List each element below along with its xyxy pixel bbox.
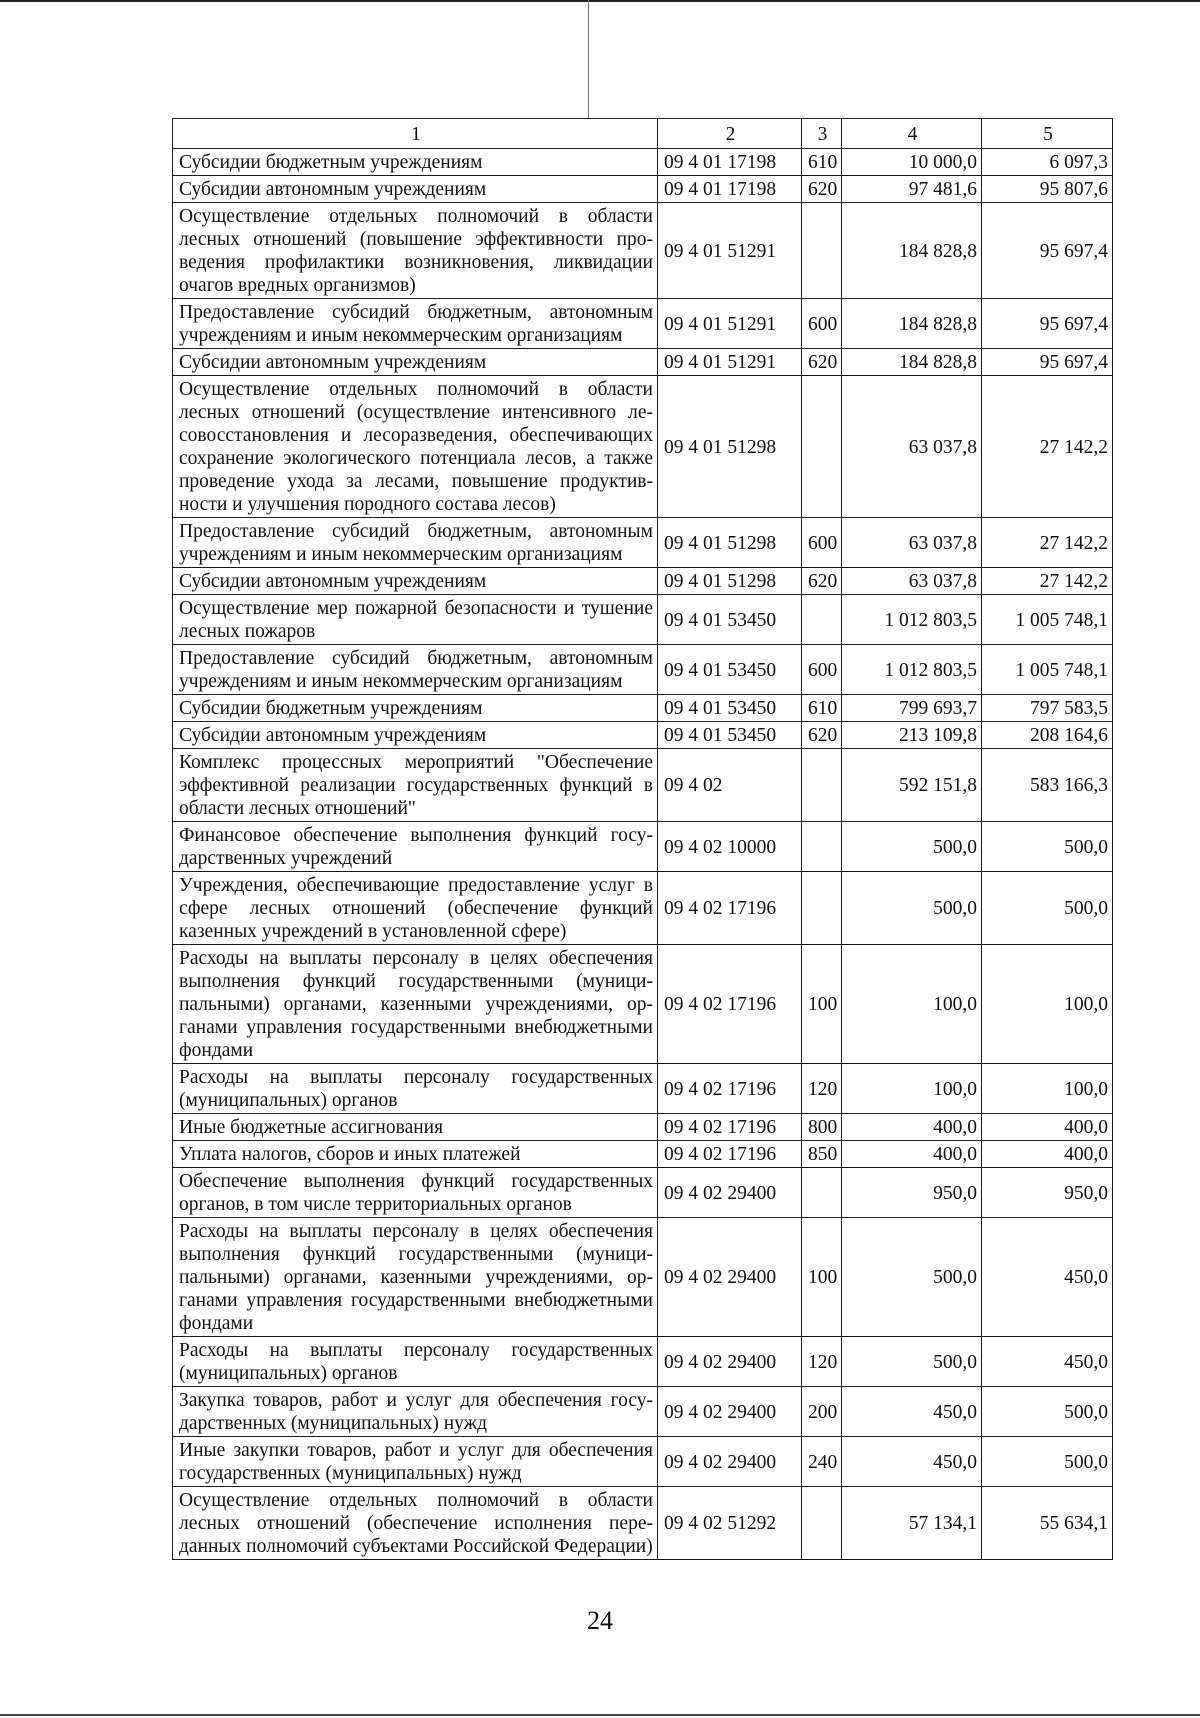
column-header-3: 3 [802,119,842,149]
row-amount-2024-cell: 500,0 [982,872,1113,945]
scan-artifact-line [588,0,589,118]
table-row [173,595,1113,645]
table-row [173,822,1113,872]
row-code-cell: 09 4 01 53450 [658,722,802,749]
row-amount-2023-cell: 184 828,8 [842,349,982,376]
row-code-cell: 09 4 02 29400 [658,1168,802,1218]
table-row [173,176,1113,203]
table-row [173,645,1113,695]
row-name-cell: Комплекс процессных мероприятий "Обеспечение эффективной реализации государственных функций в области лесных отношений" [173,749,658,822]
row-expense-type-cell [802,872,842,945]
column-header-5: 5 [982,119,1113,149]
row-expense-type-cell: 100 [802,1218,842,1337]
row-amount-2024-cell: 55 634,1 [982,1487,1113,1560]
row-amount-2023-cell: 57 134,1 [842,1487,982,1560]
row-amount-2023-cell: 450,0 [842,1387,982,1437]
row-amount-2024-cell: 6 097,3 [982,149,1113,176]
row-name-cell: Предоставление субсидий бюджетным, автономным учреждениям и иным некоммерческим организациям [173,518,658,568]
row-name-cell: Расходы на выплаты персоналу государственных (муниципальных) органов [173,1337,658,1387]
row-amount-2024-cell: 500,0 [982,822,1113,872]
row-name-cell: Иные бюджетные ассигнования [173,1114,658,1141]
row-code-cell: 09 4 02 17196 [658,1064,802,1114]
row-amount-2024-cell: 100,0 [982,1064,1113,1114]
table-row [173,1168,1113,1218]
table-row [173,872,1113,945]
row-name-cell: Субсидии автономным учреждениям [173,722,658,749]
row-code-cell: 09 4 01 17198 [658,149,802,176]
table-row [173,1337,1113,1387]
row-name-cell: Расходы на выплаты персоналу в целях обеспечения выполнения функций государственными (муниципальными) органами, казенными учреждениями, органами управления государственными внебюджетными фондами [173,1218,658,1337]
row-expense-type-cell: 600 [802,645,842,695]
row-expense-type-cell: 620 [802,568,842,595]
row-amount-2023-cell: 400,0 [842,1141,982,1168]
page-number: 24 [587,1606,613,1635]
row-amount-2024-cell: 500,0 [982,1437,1113,1487]
row-amount-2024-cell: 27 142,2 [982,568,1113,595]
row-code-cell: 09 4 01 51298 [658,518,802,568]
row-expense-type-cell: 620 [802,349,842,376]
table-row [173,203,1113,299]
row-amount-2023-cell: 500,0 [842,1337,982,1387]
table-row [173,1064,1113,1114]
row-amount-2024-cell: 95 697,4 [982,349,1113,376]
table-body [173,149,1113,1560]
row-amount-2023-cell: 1 012 803,5 [842,595,982,645]
row-amount-2023-cell: 10 000,0 [842,149,982,176]
row-code-cell: 09 4 01 51291 [658,349,802,376]
row-expense-type-cell: 240 [802,1437,842,1487]
row-code-cell: 09 4 02 10000 [658,822,802,872]
row-expense-type-cell: 850 [802,1141,842,1168]
row-expense-type-cell: 610 [802,695,842,722]
row-name-cell: Расходы на выплаты персоналу в целях обеспечения выполнения функций государственными (муниципальными) органами, казенными учреждениями, органами управления государственными внебюджетными фондами [173,945,658,1064]
row-expense-type-cell [802,203,842,299]
table-row [173,1437,1113,1487]
row-amount-2023-cell: 100,0 [842,1064,982,1114]
row-amount-2023-cell: 63 037,8 [842,568,982,595]
table-row [173,722,1113,749]
row-amount-2023-cell: 97 481,6 [842,176,982,203]
table-row [173,518,1113,568]
row-amount-2024-cell: 450,0 [982,1337,1113,1387]
row-amount-2024-cell: 1 005 748,1 [982,595,1113,645]
row-amount-2024-cell: 450,0 [982,1218,1113,1337]
row-expense-type-cell: 800 [802,1114,842,1141]
table-row [173,1487,1113,1560]
table-row [173,1141,1113,1168]
row-amount-2024-cell: 100,0 [982,945,1113,1064]
row-code-cell: 09 4 02 29400 [658,1218,802,1337]
row-expense-type-cell: 120 [802,1064,842,1114]
row-amount-2024-cell: 400,0 [982,1114,1113,1141]
row-expense-type-cell [802,1168,842,1218]
row-amount-2024-cell: 95 807,6 [982,176,1113,203]
budget-table [172,118,1113,1560]
row-amount-2023-cell: 63 037,8 [842,376,982,518]
row-expense-type-cell [802,595,842,645]
table-row [173,568,1113,595]
row-name-cell: Предоставление субсидий бюджетным, автономным учреждениям и иным некоммерческим организациям [173,645,658,695]
row-amount-2024-cell: 583 166,3 [982,749,1113,822]
scan-bottom-border [0,1714,1200,1716]
row-amount-2024-cell: 95 697,4 [982,299,1113,349]
table-row [173,376,1113,518]
row-code-cell: 09 4 02 [658,749,802,822]
row-amount-2023-cell: 500,0 [842,872,982,945]
row-code-cell: 09 4 02 29400 [658,1337,802,1387]
table-row [173,695,1113,722]
row-amount-2024-cell: 1 005 748,1 [982,645,1113,695]
row-name-cell: Субсидии автономным учреждениям [173,568,658,595]
table-row [173,1218,1113,1337]
column-header-1: 1 [173,119,658,149]
scan-top-border [0,0,1200,2]
row-name-cell: Осуществление отдельных полномочий в области лесных отношений (повышение эффективности проведения профилактики возникновения, ликвидации очагов вредных организмов) [173,203,658,299]
row-amount-2024-cell: 500,0 [982,1387,1113,1437]
table-row [173,1387,1113,1437]
row-name-cell: Иные закупки товаров, работ и услуг для обеспечения государственных (муниципальных) нужд [173,1437,658,1487]
row-name-cell: Субсидии автономным учреждениям [173,349,658,376]
row-amount-2023-cell: 184 828,8 [842,203,982,299]
row-code-cell: 09 4 02 17196 [658,945,802,1064]
row-code-cell: 09 4 01 53450 [658,645,802,695]
row-amount-2024-cell: 27 142,2 [982,376,1113,518]
row-expense-type-cell [802,749,842,822]
row-amount-2024-cell: 208 164,6 [982,722,1113,749]
row-amount-2024-cell: 27 142,2 [982,518,1113,568]
table-row [173,299,1113,349]
row-code-cell: 09 4 01 53450 [658,595,802,645]
row-name-cell: Расходы на выплаты персоналу государственных (муниципальных) органов [173,1064,658,1114]
row-code-cell: 09 4 01 17198 [658,176,802,203]
row-name-cell: Обеспечение выполнения функций государственных органов, в том числе территориальных органов [173,1168,658,1218]
table-row [173,349,1113,376]
row-expense-type-cell: 120 [802,1337,842,1387]
row-code-cell: 09 4 01 53450 [658,695,802,722]
row-code-cell: 09 4 02 51292 [658,1487,802,1560]
row-expense-type-cell: 200 [802,1387,842,1437]
row-amount-2023-cell: 213 109,8 [842,722,982,749]
row-expense-type-cell [802,376,842,518]
row-code-cell: 09 4 02 17196 [658,1114,802,1141]
table-row [173,749,1113,822]
row-expense-type-cell: 600 [802,299,842,349]
table-row [173,149,1113,176]
row-name-cell: Учреждения, обеспечивающие предоставление услуг в сфере лесных отношений (обеспечение функций казенных учреждений в установленной сфере) [173,872,658,945]
row-expense-type-cell: 610 [802,149,842,176]
row-code-cell: 09 4 02 17196 [658,1141,802,1168]
row-code-cell: 09 4 02 29400 [658,1437,802,1487]
row-expense-type-cell: 100 [802,945,842,1064]
row-name-cell: Осуществление мер пожарной безопасности и тушение лесных пожаров [173,595,658,645]
row-amount-2023-cell: 100,0 [842,945,982,1064]
row-name-cell: Субсидии бюджетным учреждениям [173,695,658,722]
row-name-cell: Субсидии бюджетным учреждениям [173,149,658,176]
row-expense-type-cell: 600 [802,518,842,568]
row-name-cell: Субсидии автономным учреждениям [173,176,658,203]
row-expense-type-cell [802,822,842,872]
table-row [173,945,1113,1064]
row-amount-2024-cell: 797 583,5 [982,695,1113,722]
row-code-cell: 09 4 02 17196 [658,872,802,945]
row-name-cell: Предоставление субсидий бюджетным, автономным учреждениям и иным некоммерческим организациям [173,299,658,349]
row-expense-type-cell [802,1487,842,1560]
row-amount-2023-cell: 184 828,8 [842,299,982,349]
row-name-cell: Финансовое обеспечение выполнения функций государственных учреждений [173,822,658,872]
row-amount-2023-cell: 592 151,8 [842,749,982,822]
row-amount-2023-cell: 950,0 [842,1168,982,1218]
table-header-row [173,119,1113,149]
row-expense-type-cell: 620 [802,176,842,203]
row-amount-2023-cell: 500,0 [842,1218,982,1337]
row-amount-2023-cell: 799 693,7 [842,695,982,722]
row-code-cell: 09 4 01 51298 [658,376,802,518]
row-name-cell: Осуществление отдельных полномочий в области лесных отношений (осуществление интенсивного лесовосстановления и лесоразведения, обеспечивающих сохранение экологического потенциала лесов, а также проведение ухода за лесами, повышение продуктивности и улучшения породного состава лесов) [173,376,658,518]
row-amount-2024-cell: 950,0 [982,1168,1113,1218]
row-amount-2024-cell: 400,0 [982,1141,1113,1168]
row-name-cell: Закупка товаров, работ и услуг для обеспечения государственных (муниципальных) нужд [173,1387,658,1437]
row-code-cell: 09 4 01 51291 [658,299,802,349]
row-amount-2023-cell: 63 037,8 [842,518,982,568]
row-code-cell: 09 4 01 51298 [658,568,802,595]
row-name-cell: Уплата налогов, сборов и иных платежей [173,1141,658,1168]
column-header-4: 4 [842,119,982,149]
row-expense-type-cell: 620 [802,722,842,749]
row-code-cell: 09 4 01 51291 [658,203,802,299]
column-header-2: 2 [658,119,802,149]
row-amount-2023-cell: 400,0 [842,1114,982,1141]
row-amount-2023-cell: 500,0 [842,822,982,872]
row-amount-2023-cell: 450,0 [842,1437,982,1487]
row-code-cell: 09 4 02 29400 [658,1387,802,1437]
row-name-cell: Осуществление отдельных полномочий в области лесных отношений (обеспечение исполнения переданных полномочий субъектами Российской Федерации) [173,1487,658,1560]
row-amount-2023-cell: 1 012 803,5 [842,645,982,695]
table-row [173,1114,1113,1141]
row-amount-2024-cell: 95 697,4 [982,203,1113,299]
